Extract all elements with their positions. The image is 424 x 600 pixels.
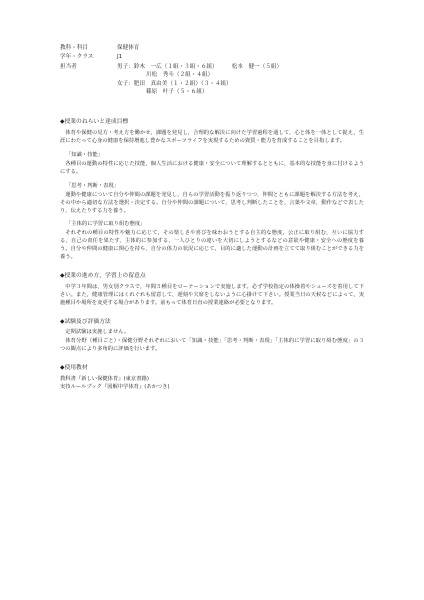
subject-label: 教科・科目 xyxy=(60,45,88,51)
aims-intro: 体育や保健の見方・考え方を働かせ，課題を発見し，合理的な解決に向けた学習過程を通して，心と体を一体として捉え，生涯にわたって心身の健康を保持増進し豊かなスポーツライフを実現するための資質・能力を育成することを目指します。 xyxy=(60,130,364,144)
aims-section xyxy=(60,118,364,262)
material-item: 教科書『新しい保健体育』(東京書籍) xyxy=(60,375,149,382)
teacher-prefix: 女子： xyxy=(117,80,134,87)
teacher-extra: 松本 健一（５組） xyxy=(231,63,283,70)
teacher-note: （２組・４組） xyxy=(173,72,214,79)
teacher-name: 肥田 真由美 xyxy=(133,80,168,87)
method-body: 中学３年間は，男女別クラスで，年間５種目をローテーションで実施します。必ず学校指定の体操着やシューズを着用して下さい。また，健康管理にはくれぐれも留意して，遅刻や欠席をしないように心掛けて下さい。授業当日の天候などによって，実施種目や場所を変更する場合があります。前もって体育日直の授業連絡が必要となります。 xyxy=(60,283,364,306)
teacher-note: （１組・３組・６組） xyxy=(161,63,218,70)
grade-value: J1 xyxy=(117,54,123,61)
teacher-row xyxy=(117,80,364,88)
knowledge-body: 各種目の運動の特性に応じた技能，個人生活における健康・安全について理解するとともに，基本的な技能を身に付けるようにする。 xyxy=(60,160,364,175)
teacher-row xyxy=(117,71,364,79)
course-info xyxy=(60,44,364,96)
materials-section xyxy=(60,364,364,392)
section-heading: ◆授業のねらいと達成目標 xyxy=(60,119,129,126)
subject-value: 保健体育 xyxy=(117,45,140,51)
material-item: 実技ルールブック『図解中学体育』(あかつき) xyxy=(60,383,170,390)
section-heading: ◆使用教材 xyxy=(60,365,88,372)
teacher-list xyxy=(117,63,364,97)
teacher-note: （５・６組） xyxy=(173,88,208,95)
teacher-prefix: 男子： xyxy=(117,63,134,70)
thinking-body: 運動や健康について自分や仲間の課題を発見し，自らの学習活動を振り返りつつ，仲間とともに課題を解決する方法を考え，その中から適切な方法を選択・決定する。自分や仲間の課題について，思考し判断したことを，言葉や文章，動作などで表したり，伝えたりする力を養う。 xyxy=(60,191,364,214)
method-section xyxy=(60,272,364,308)
attitude-body: それぞれの種目の特性や魅力に応じて，その楽しさや喜びを味わおうとする自主的な態度，公正に取り組む，互いに協力する，自己の責任を果たす，主体的に参加する，一人ひとりの違いを大切にしようとするなどの意欲や健康・安全への態度を養う。自分や仲間の健康に関心を持ち，自分の体力の状況に応じて，目的に適した運動の計画を立てて取り組むことができる力を養う。 xyxy=(60,230,364,261)
evaluation-note: 定期試験は実施しません。 xyxy=(65,329,130,336)
teacher-name: 川松 秀斗 xyxy=(146,72,174,79)
section-heading: ◆試験及び評価方法 xyxy=(60,318,111,325)
subheading-thinking: 「思考・判断・表現」 xyxy=(66,182,119,189)
teacher-name: 篠原 叶子 xyxy=(146,88,174,95)
section-heading: ◆授業の進め方，学習上の留意点 xyxy=(60,273,146,280)
teacher-note: （１・２組）（３・４組） xyxy=(167,80,232,87)
teacher-name: 鈴木 一広 xyxy=(133,63,162,70)
grade-label: 学年・クラス xyxy=(60,54,94,61)
subheading-knowledge: 「知識・技能」 xyxy=(66,151,104,158)
teacher-row xyxy=(117,88,364,96)
subheading-attitude: 「主体的に学習に取り組む態度」 xyxy=(66,221,146,228)
evaluation-section xyxy=(60,318,364,355)
teacher-label: 担当者 xyxy=(60,63,77,70)
evaluation-body: 体育分野（種目ごと）・保健分野それぞれにおいて「知識・技能」「思考・判断・表現」「主体的に学習に取り組む態度」の３つの観点により多角的に評価を行います。 xyxy=(60,338,364,353)
teacher-row xyxy=(117,63,364,71)
